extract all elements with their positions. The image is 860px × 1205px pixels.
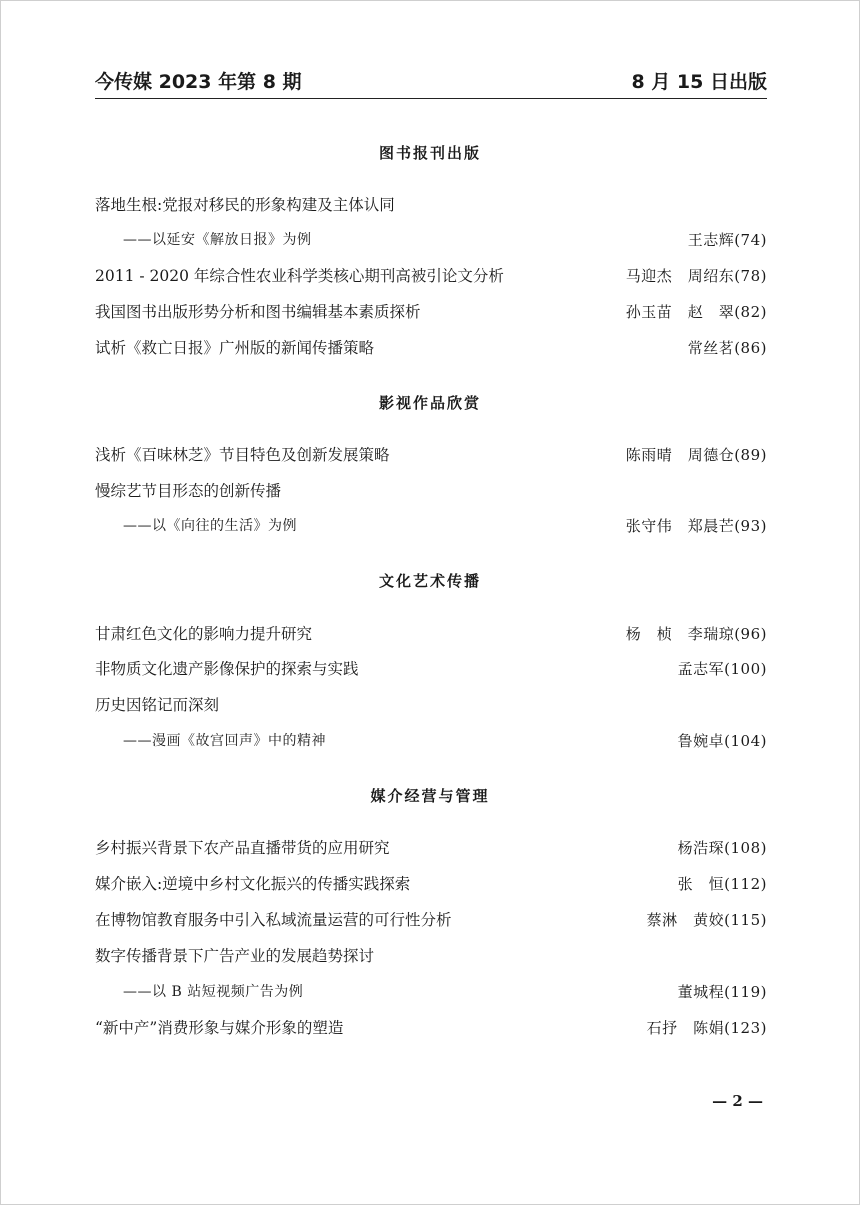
entry-authors: 董城程(119) <box>677 983 767 1001</box>
header-issue: 今传媒 2023 年第 8 期 <box>95 71 302 93</box>
running-header <box>95 69 767 99</box>
entry-title: 甘肃红色文化的影响力提升研究 <box>95 625 313 643</box>
header-date: 8 月 15 日出版 <box>631 71 767 93</box>
entry-subtitle: ——以 B 站短视频广告为例 <box>123 984 304 1000</box>
entry-authors: 鲁婉卓(104) <box>677 732 767 750</box>
toc-entry[interactable] <box>95 945 767 967</box>
entry-subtitle: ——以延安《解放日报》为例 <box>123 232 312 248</box>
toc-entry[interactable] <box>95 444 767 466</box>
entry-title: 媒介嵌入:逆境中乡村文化振兴的传播实践探索 <box>95 875 411 893</box>
toc-entry-subtitle[interactable] <box>95 981 767 1003</box>
entry-authors: 蔡淋 黄姣(115) <box>646 911 767 929</box>
entry-authors: 马迎杰 周绍东(78) <box>625 267 767 285</box>
toc-entry[interactable] <box>95 623 767 645</box>
entry-subtitle: ——以《向往的生活》为例 <box>123 518 297 534</box>
entry-authors: 陈雨晴 周德仓(89) <box>625 446 767 464</box>
entry-authors: 杨 桢 李瑞琼(96) <box>625 625 767 643</box>
entry-authors: 杨浩琛(108) <box>677 839 767 857</box>
entry-title: 历史因铭记而深刻 <box>95 696 220 714</box>
toc-entry-subtitle[interactable] <box>95 229 767 251</box>
entry-authors: 孙玉苗 赵 翠(82) <box>625 303 767 321</box>
entry-title: “新中产”消费形象与媒介形象的塑造 <box>95 1019 344 1037</box>
toc-entry[interactable] <box>95 873 767 895</box>
entry-title: 数字传播背景下广告产业的发展趋势探讨 <box>95 947 375 965</box>
entry-authors: 常丝茗(86) <box>687 339 767 357</box>
entry-title: 浅析《百味林芝》节目特色及创新发展策略 <box>95 446 390 464</box>
entry-title: 慢综艺节目形态的创新传播 <box>95 482 282 500</box>
entry-title: 2011 - 2020 年综合性农业科学类核心期刊高被引论文分析 <box>95 267 504 285</box>
toc-entry[interactable] <box>95 909 767 931</box>
entry-authors: 石抒 陈娟(123) <box>646 1019 767 1037</box>
entry-authors: 张 恒(112) <box>677 875 767 893</box>
page-number: — 2 — <box>712 1092 763 1110</box>
toc-entry[interactable] <box>95 301 767 323</box>
section-title: 影视作品欣赏 <box>378 394 481 412</box>
toc-entry[interactable] <box>95 694 767 716</box>
toc-entry-subtitle[interactable] <box>95 515 767 537</box>
toc-entry[interactable] <box>95 1017 767 1039</box>
entry-title: 乡村振兴背景下农产品直播带货的应用研究 <box>95 839 390 857</box>
entry-authors: 张守伟 郑晨芒(93) <box>625 517 767 535</box>
toc-entry[interactable] <box>95 194 767 216</box>
section-title: 图书报刊出版 <box>378 144 481 162</box>
section-title: 文化艺术传播 <box>378 572 481 590</box>
toc-entry[interactable] <box>95 337 767 359</box>
entry-authors: 孟志军(100) <box>677 660 767 678</box>
toc-entry[interactable] <box>95 837 767 859</box>
entry-title: 试析《救亡日报》广州版的新闻传播策略 <box>95 339 375 357</box>
entry-title: 在博物馆教育服务中引入私域流量运营的可行性分析 <box>95 911 452 929</box>
entry-title: 落地生根:党报对移民的形象构建及主体认同 <box>95 196 395 214</box>
toc-entry[interactable] <box>95 658 767 680</box>
section-title: 媒介经营与管理 <box>370 787 490 805</box>
entry-title: 我国图书出版形势分析和图书编辑基本素质探析 <box>95 303 421 321</box>
toc-entry[interactable] <box>95 265 767 287</box>
toc-entry-subtitle[interactable] <box>95 730 767 752</box>
entry-title: 非物质文化遗产影像保护的探索与实践 <box>95 660 359 678</box>
entry-authors: 王志辉(74) <box>687 231 767 249</box>
entry-subtitle: ——漫画《故宫回声》中的精神 <box>123 733 326 749</box>
toc-entry[interactable] <box>95 480 767 502</box>
